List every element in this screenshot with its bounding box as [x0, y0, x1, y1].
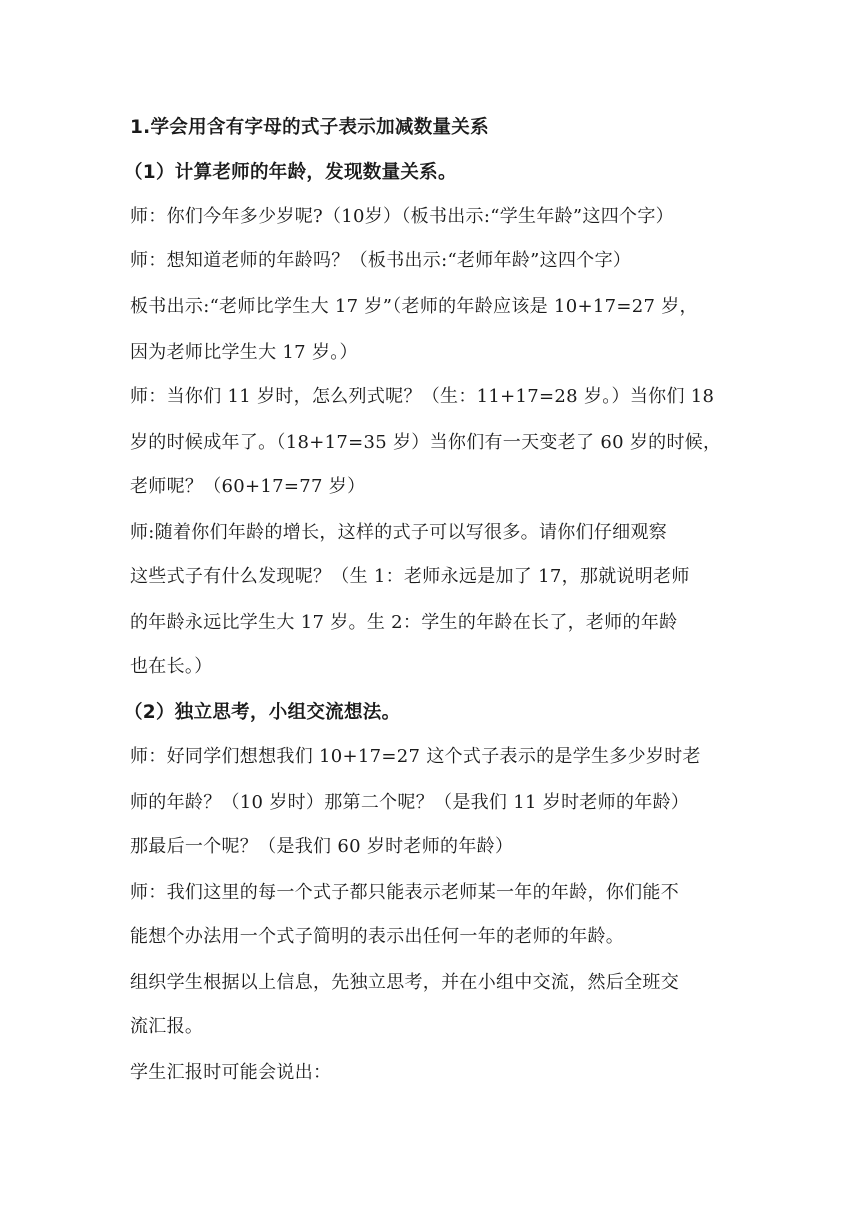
paragraph-line: 那最后一个呢？（是我们 60 岁时老师的年龄）	[130, 836, 514, 857]
paragraph-line: 师：好同学们想想我们 10+17=27 这个式子表示的是学生多少岁时老	[130, 746, 701, 767]
paragraph-line: 流汇报。	[130, 1016, 204, 1037]
section-heading: 1.学会用含有字母的式子表示加减数量关系	[130, 117, 489, 138]
paragraph-line: 因为老师比学生大 17 岁。）	[130, 342, 358, 363]
paragraph-line: 学生汇报时可能会说出：	[130, 1062, 332, 1083]
paragraph-line: 老师呢？（60+17=77 岁）	[130, 476, 366, 497]
paragraph-line: 也在长。）	[130, 656, 213, 677]
paragraph-line: 师:随着你们年龄的增长，这样的式子可以写很多。请你们仔细观察	[130, 522, 668, 543]
subsection-title-2: （2）独立思考，小组交流想法。	[124, 702, 401, 723]
paragraph-line: 师：当你们 11 岁时，怎么列式呢？（生：11+17=28 岁。）当你们 18	[130, 386, 715, 407]
paragraph-line: 岁的时候成年了。（18+17=35 岁）当你们有一天变老了 60 岁的时候，	[130, 432, 722, 453]
paragraph-line: 的年龄永远比学生大 17 岁。生 2：学生的年龄在长了，老师的年龄	[130, 612, 678, 633]
paragraph-line: 师：你们今年多少岁呢?（10岁）（板书出示:“学生年龄”这四个字）	[130, 206, 674, 227]
paragraph-line: 能想个办法用一个式子简明的表示出任何一年的老师的年龄。	[130, 926, 625, 947]
paragraph-line: 师：想知道老师的年龄吗？（板书出示:“老师年龄”这四个字）	[130, 250, 632, 271]
subsection-title-1: （1）计算老师的年龄，发现数量关系。	[124, 162, 457, 183]
paragraph-line: 这些式子有什么发现呢？（生 1：老师永远是加了 17，那就说明老师	[130, 566, 690, 587]
paragraph-line: 师：我们这里的每一个式子都只能表示老师某一年的年龄，你们能不	[130, 882, 679, 903]
paragraph-line: 板书出示:“老师比学生大 17 岁”（老师的年龄应该是 10+17=27 岁，	[130, 296, 698, 317]
paragraph-line: 师的年龄？（10 岁时）那第二个呢？（是我们 11 岁时老师的年龄）	[130, 792, 690, 813]
paragraph-line: 组织学生根据以上信息，先独立思考，并在小组中交流，然后全班交	[130, 972, 679, 993]
